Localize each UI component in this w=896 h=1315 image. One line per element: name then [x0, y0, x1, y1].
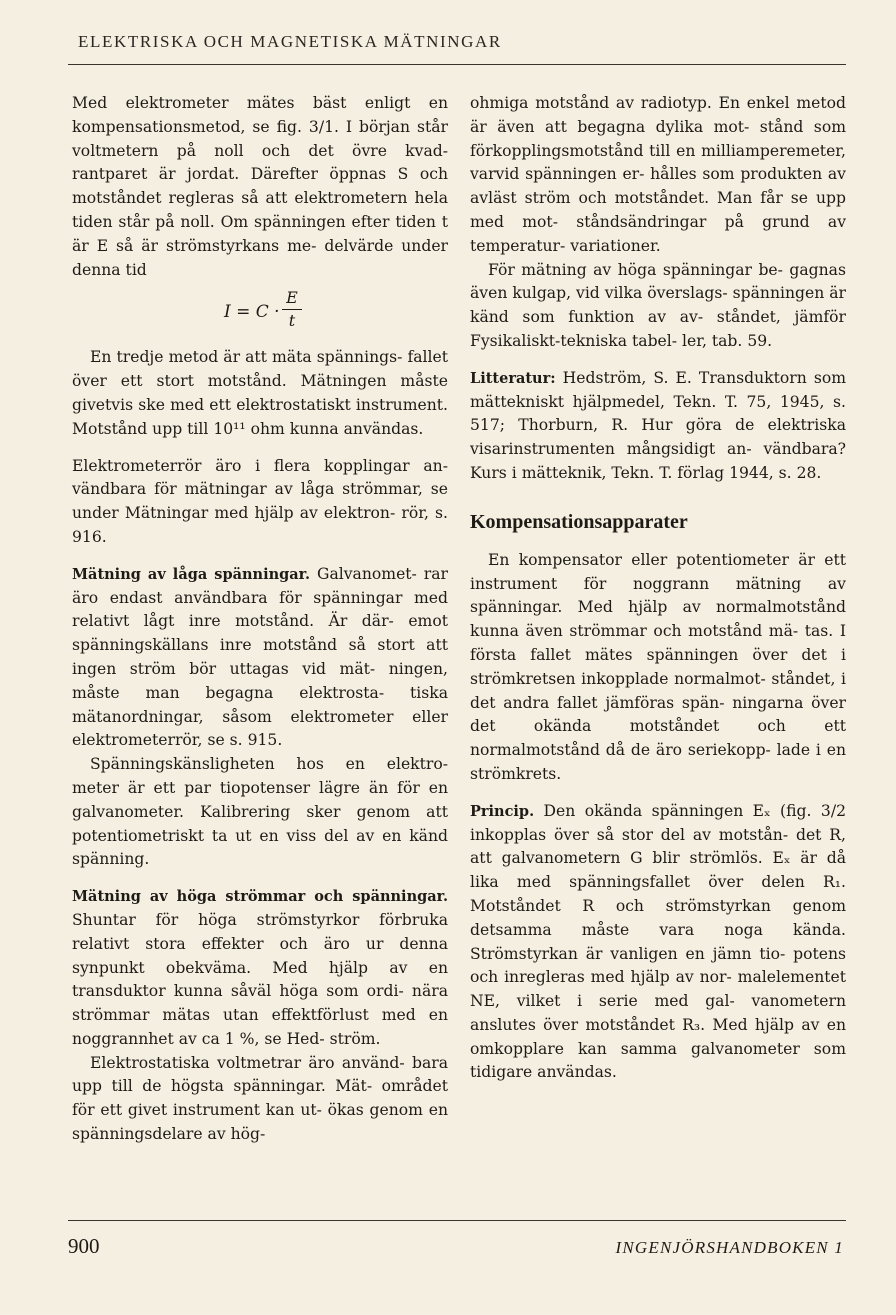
paragraph-lead: Mätning av höga strömmar och spänningar. [72, 888, 448, 906]
paragraph [470, 800, 846, 1086]
fraction-bar [282, 309, 302, 310]
right-column [470, 92, 846, 1085]
paragraph-text: Den okända spänningen Eₓ (fig. 3/2 inkopplas över så stor del av motstån- det R, att galvanometern G blir strömlös. Eₓ är då lika med spänningsfallet över delen R₁. Motståndet R och strömstyrkan genom detsamma måste vara noga kända. Strömstyrkan är vanligen en jämn tio- potens och inregleras med hjälp av nor- malelementet NE, vilket i serie med gal- vanometern anslutes över motståndet R₃. Med hjälp av en omkopplare kan samma galvanometer som tidigare användas. [470, 801, 846, 1082]
paragraph: En kompensator eller potentiometer är ett instrument för noggrann mätning av spänningar. Med hjälp av normalmotstånd kunna även strömmar och motstånd mä- tas. I första fallet mätes spänningen över det i strömkretsen inkopplade normalmot- ståndet, i det andra fallet jämföras spän- ningarna över det okända motståndet och ett normalmotstånd då de äro seriekopp- lade i en strömkrets. [470, 550, 846, 783]
formula-denominator: t [288, 311, 296, 331]
paragraph-text: Shuntar för höga strömstyrkor förbruka relativt stora effekter och äro ur denna synpunkt obekväma. Med hjälp av en transduktor kunna såväl höga som ordi- nära strömmar mätas utan effektförlust med en noggrannhet av ca 1 %, se Hed- ström. [72, 910, 448, 1048]
paragraph-lead: Mätning av låga spänningar. [72, 565, 311, 583]
paragraph-lead: Litteratur: [470, 369, 556, 387]
running-head: ELEKTRISKA OCH MAGNETISKA MÄTNINGAR [78, 32, 502, 51]
paragraph: Med elektrometer mätes bäst enligt en kompensationsmetod, se fig. 3/1. I början står voltmetern på noll och det övre kvad- rantparet är jordat. Därefter öppnas S och motståndet regleras så att elektrometern hela tiden står på noll. Om spänningen efter tiden t är E så är strömstyrkans me- delvärde under denna tid [72, 94, 448, 279]
section-heading: Kompensationsapparater [470, 510, 688, 533]
formula-fraction [282, 288, 302, 331]
formula [72, 288, 448, 340]
formula-lhs: I = C · [224, 302, 280, 323]
page-number: 900 [68, 1234, 100, 1258]
book-title: INGENJÖRSHANDBOKEN 1 [615, 1238, 844, 1257]
paragraph [72, 563, 448, 753]
paragraph: En tredje metod är att mäta spännings- fallet över ett stort motstånd. Mätningen måste givetvis ske med ett elektrostatiskt instrument. Motstånd upp till 10¹¹ ohm kunna användas. [72, 348, 448, 438]
paragraph [470, 367, 846, 486]
paragraph [72, 885, 448, 1052]
paragraph: ohmiga motstånd av radiotyp. En enkel metod är även att begagna dylika mot- stånd som förkopplingsmotstånd till en milliamperemeter, varvid spänningen er- hålles som produkten av avläst ström och motståndet. Man får se upp med mot- ståndsändringar på grund av temperatur- variationer. [470, 94, 846, 255]
paragraph-text: Galvanomet- rar äro endast användbara för spänningar med relativt lågt inre motstånd. Är där- emot spänningskällans inre motstånd så stort att ingen ström bör uttagas vid mät- ningen, måste man begagna elektrosta- tiska mätanordningar, såsom elektrometer eller elektrometerrör, se s. 915. [72, 564, 448, 750]
left-column [72, 92, 448, 1147]
paragraph-text: Hedström, S. E. Transduktorn som mättekniskt hjälpmedel, Tekn. T. 75, 1945, s. 517; Thorburn, R. Hur göra de elektriska visarinstrumenten mångsidigt an- vändbara? Kurs i mätteknik, Tekn. T. förlag 1944, s. 28. [470, 368, 846, 482]
paragraph: För mätning av höga spänningar be- gagnas även kulgap, vid vilka överslags- spänningen är känd som funktion av av- ståndet, jämför Fysikaliskt-tekniska tabel- ler, tab. 59. [470, 260, 846, 350]
header-rule [68, 64, 846, 65]
formula-numerator: E [286, 288, 298, 308]
paragraph-lead: Princip. [470, 802, 535, 820]
footer-rule [68, 1220, 846, 1221]
paragraph: Elektrometerrör äro i flera kopplingar an- vändbara för mätningar av låga strömmar, se under Mätningar med hjälp av elektron- rör, s. 916. [72, 456, 448, 546]
paragraph: Elektrostatiska voltmetrar äro använd- bara upp till de högsta spänningar. Mät- området för ett givet instrument kan ut- ökas genom en spänningsdelare av hög- [72, 1053, 448, 1144]
paragraph: Spänningskänsligheten hos en elektro- meter är ett par tiopotenser lägre än för en galvanometer. Kalibrering sker genom att potentiometriskt ta ut en viss del av en känd spänning. [72, 755, 448, 869]
